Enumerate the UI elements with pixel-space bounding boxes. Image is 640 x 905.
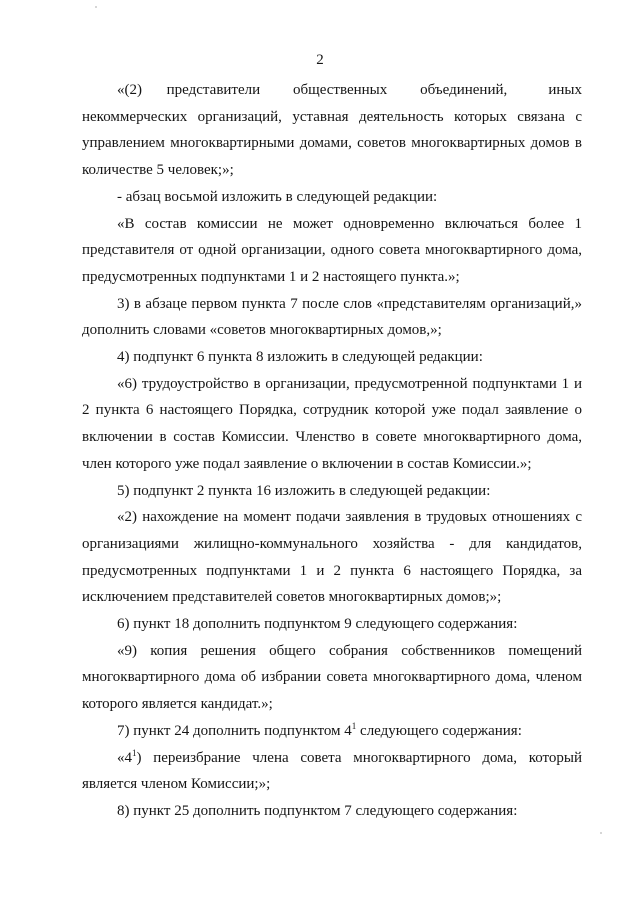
superscript-1: 1 [132,747,137,758]
paragraph-subitem-2: «(2) представители общественных объединений, иных некоммерческих организаций, уставная деятельность которых связана с управлением многоквартирными домами, советов многоквартирных домов в количестве 5 человек;»; [82,82,582,179]
paragraph-item-7 [82,718,582,745]
paragraph-item-3: 3) в абзаце первом пункта 7 после слов «представителям организаций,» дополнить словами «советов многоквартирных домов,»; [82,295,582,339]
page-number: 2 [316,52,324,68]
paragraph-item-5: 5) подпункт 2 пункта 16 изложить в следующей редакции: [117,482,491,499]
paragraph-item-7-text: 7) пункт 24 дополнить подпунктом 4 [117,722,352,739]
paragraph-abzac-8: - абзац восьмой изложить в следующей редакции: [117,188,438,205]
paragraph-subitem-4-1-text-end: ) переизбрание члена совета многоквартирного дома, который является членом Комиссии;»; [82,749,582,793]
paragraph-item-8: 8) пункт 25 дополнить подпунктом 7 следующего содержания: [117,802,518,819]
paragraph-subitem-4-1 [82,745,582,798]
paragraph-subitem-2-employment: «2) нахождение на момент подачи заявления в трудовых отношениях с организациями жилищно-коммунального хозяйства - для кандидатов, предусмотренных подпунктами 1 и 2 пункта 6 настоящего Порядка, за исключением представителей советов многоквартирных домов;»; [82,509,582,606]
paragraph-item-4: 4) подпункт 6 пункта 8 изложить в следующей редакции: [117,349,483,366]
paragraph-item-6: 6) пункт 18 дополнить подпунктом 9 следующего содержания: [117,616,518,633]
paragraph-subitem-9: «9) копия решения общего собрания собственников помещений многоквартирного дома об избрании совета многоквартирного дома, членом которого является кандидат.»; [82,642,582,713]
scan-speck [95,6,97,8]
superscript-1: 1 [351,720,357,731]
paragraph-subitem-4-1-text: «4 [117,749,132,766]
paragraph-commission-composition: «В состав комиссии не может одновременно включаться более 1 представителя от одной организации, одного совета многоквартирного дома, предусмотренных подпунктами 1 и 2 настоящего пункта.»; [82,215,582,285]
paragraph-item-7-text-end: следующего содержания: [356,722,522,739]
document-body [82,77,582,825]
paragraph-subitem-6: «6) трудоустройство в организации, предусмотренной подпунктами 1 и 2 пункта 6 настоящего Порядка, сотрудник которой уже подал заявление о включении в состав Комиссии. Членство в совете многоквартирного дома, член которого уже подал заявление о включении в состав Комиссии.»; [82,375,582,472]
scan-speck [600,832,602,834]
